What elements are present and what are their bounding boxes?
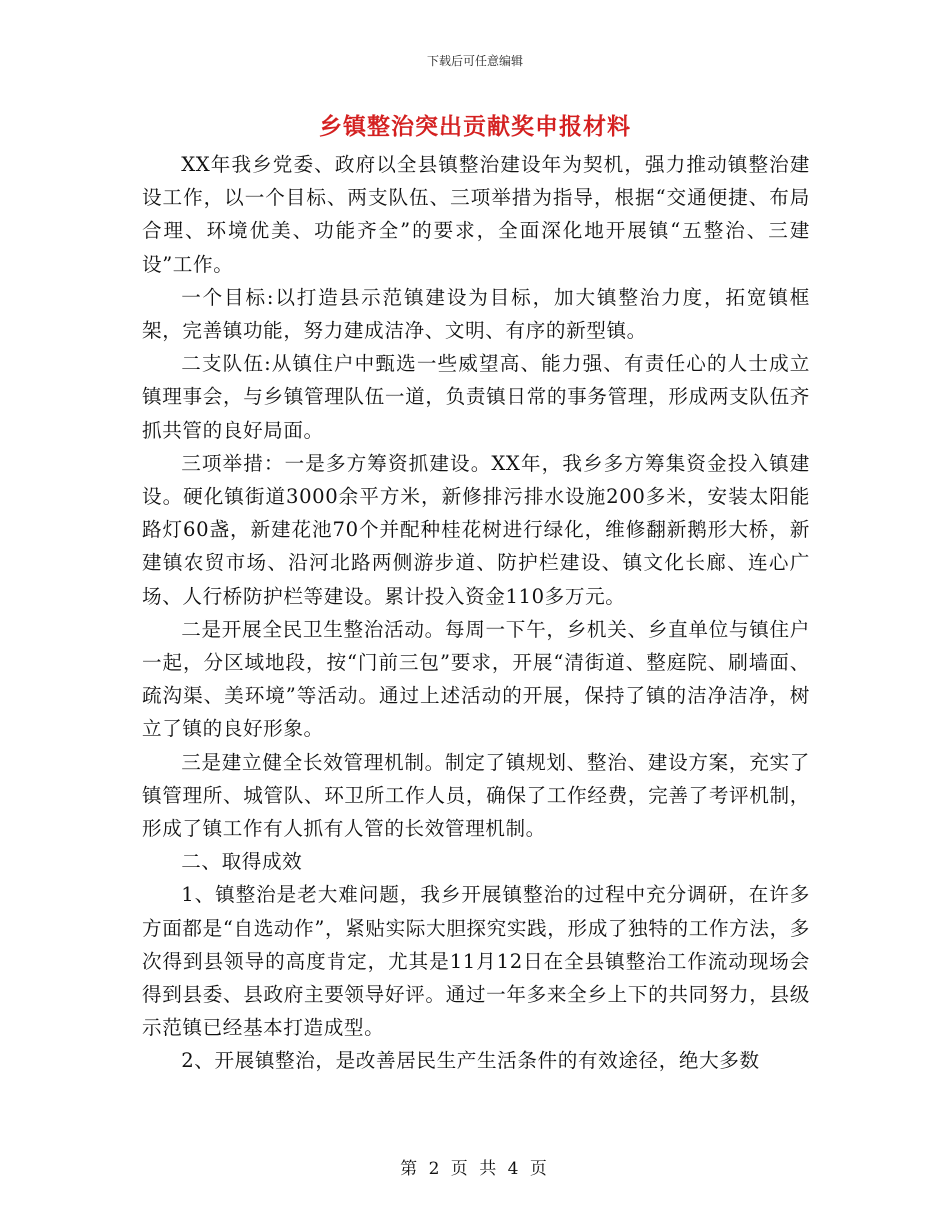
page-footer: 第 2 页 共 4 页: [400, 1159, 550, 1179]
paragraph-one-goal: 一个目标:以打造县示范镇建设为目标，加大镇整治力度，拓宽镇框架，完善镇功能，努力建成洁净、文明、有序的新型镇。: [142, 285, 810, 343]
paragraph-result-1: 1、镇整治是老大难问题，我乡开展镇整治的过程中充分调研，在许多方面都是“自选动作”，紧贴实际大胆探究实践，形成了独特的工作方法，多次得到县领导的高度肯定，尤其是11月12日在全县镇整治工作流动现场会得到县委、县政府主要领导好评。通过一年多来全乡上下的共同努力，县级示范镇已经基本打造成型。: [142, 883, 810, 1040]
paragraph-intro: XX年我乡党委、政府以全县镇整治建设年为契机，强力推动镇整治建设工作，以一个目标、两支队伍、三项举措为指导，根据“交通便捷、布局合理、环境优美、功能齐全”的要求，全面深化地开展镇“五整治、三建设”工作。: [142, 153, 810, 276]
document-title: 乡镇整治突出贡献奖申报材料: [319, 114, 631, 140]
header-note: 下载后可任意编辑: [426, 54, 523, 68]
paragraph-two-teams: 二支队伍:从镇住户中甄选一些威望高、能力强、有责任心的人士成立镇理事会，与乡镇管理队伍一道，负责镇日常的事务管理，形成两支队伍齐抓共管的良好局面。: [142, 352, 810, 442]
paragraph-mechanism: 三是建立健全长效管理机制。制定了镇规划、整治、建设方案，充实了镇管理所、城管队、环卫所工作人员，确保了工作经费，完善了考评机制，形成了镇工作有人抓有人管的长效管理机制。: [142, 750, 810, 841]
document-body: [142, 148, 810, 1078]
section-heading-results: 二、取得成效: [181, 850, 303, 874]
paragraph-sanitation: 二是开展全民卫生整治活动。每周一下午，乡机关、乡直单位与镇住户一起，分区域地段，按“门前三包”要求，开展“清街道、整庭院、刷墙面、疏沟渠、美环境”等活动。通过上述活动的开展，保持了镇的洁净洁净，树立了镇的良好形象。: [142, 617, 810, 741]
paragraph-three-measures: 三项举措：一是多方筹资抓建设。XX年，我乡多方筹集资金投入镇建设。硬化镇街道3000余平方米，新修排污排水设施200多米，安装太阳能路灯60盏，新建花池70个并配种桂花树进行绿化，维修翻新鹅形大桥，新建镇农贸市场、沿河北路两侧游步道、防护栏建设、镇文化长廊、连心广场、人行桥防护栏等建设。累计投入资金110多万元。: [142, 451, 810, 608]
paragraph-result-2: 2、开展镇整治，是改善居民生产生活条件的有效途径，绝大多数: [181, 1049, 760, 1073]
